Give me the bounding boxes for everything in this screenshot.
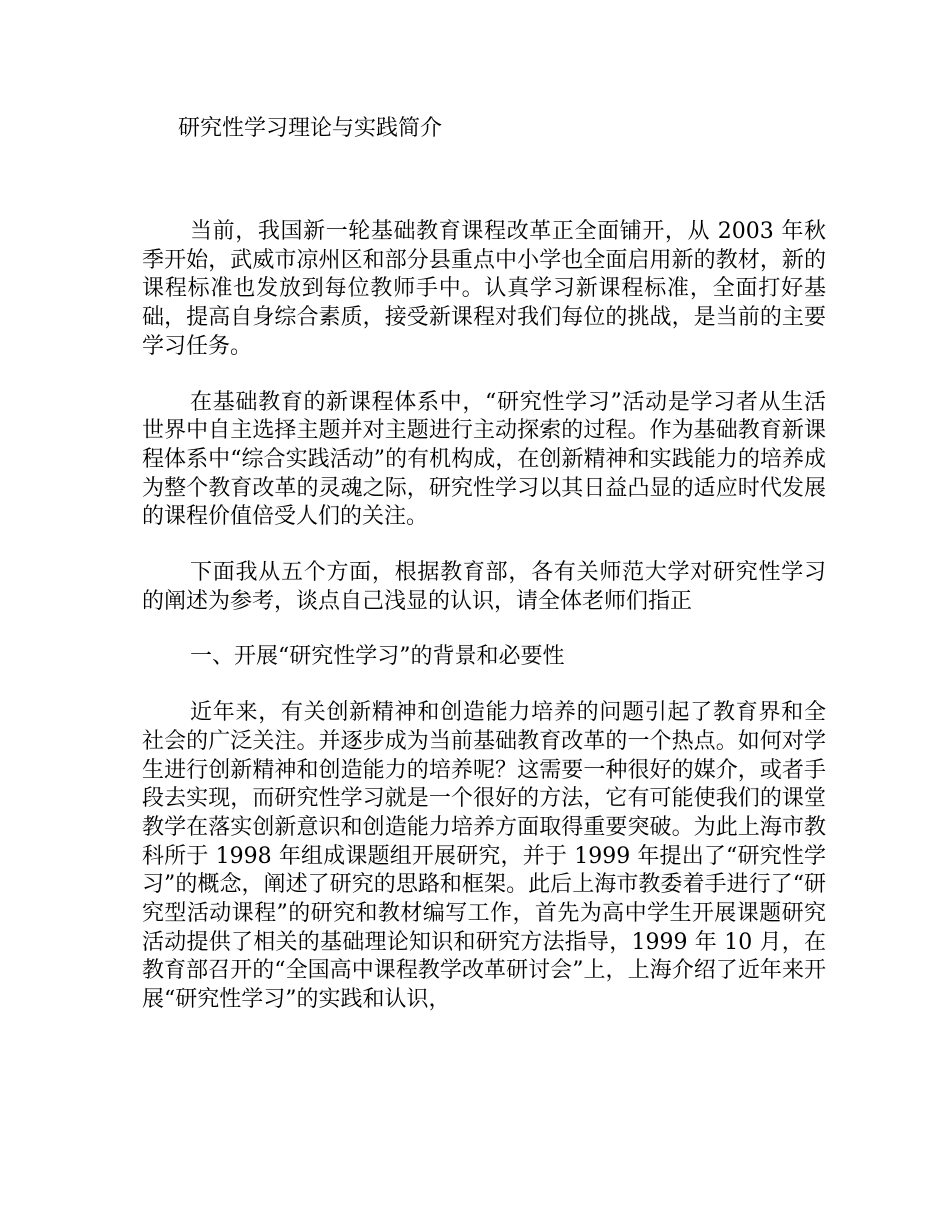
paragraph-research-learning: 在基础教育的新课程体系中，“研究性学习”活动是学习者从生活世界中自主选择主题并对主题进行主动探索的过程。作为基础教育新课程体系中“综合实践活动”的有机构成，在创新精神和实践能力的培养成为整个教育改革的灵魂之际，研究性学习以其日益凸显的适应时代发展的课程价值倍受人们的关注。 xyxy=(142,389,826,530)
paragraph-overview: 下面我从五个方面，根据教育部，各有关师范大学对研究性学习的阐述为参考，谈点自己浅显的认识，请全体老师们指正 xyxy=(142,560,826,614)
section-heading: 一、开展“研究性学习”的背景和必要性 xyxy=(190,644,565,670)
paragraph-intro: 当前，我国新一轮基础教育课程改革正全面铺开，从 2003 年秋季开始，武威市凉州区和部分县重点中小学也全面启用新的教材，新的课程标准也发放到每位教师手中。认真学习新课程标准，全面打好基础，提高自身综合素质，接受新课程对我们每位的挑战，是当前的主要学习任务。 xyxy=(142,219,826,359)
document-body xyxy=(142,218,826,1042)
document-title: 研究性学习理论与实践简介 xyxy=(178,116,443,141)
paragraph-background: 近年来，有关创新精神和创造能力培养的问题引起了教育界和全社会的广泛关注。并逐步成为当前基础教育改革的一个热点。如何对学生进行创新精神和创造能力的培养呢？这需要一种很好的媒介，或者手段去实现，而研究性学习就是一个很好的方法，它有可能使我们的课堂教学在落实创新意识和创造能力培养方面取得重要突破。为此上海市教科所于 1998 年组成课题组开展研究，并于 1999 年提出了“研究性学习”的概念，阐述了研究的思路和框架。此后上海市教委着手进行了“研究型活动课程”的研究和教材编写工作，首先为高中学生开展课题研究活动提供了相关的基础理论知识和研究方法指导，1999 年 10 月，在教育部召开的“全国高中课程教学改革研讨会”上，上海介绍了近年来开展“研究性学习”的实践和认识， xyxy=(142,700,826,1013)
